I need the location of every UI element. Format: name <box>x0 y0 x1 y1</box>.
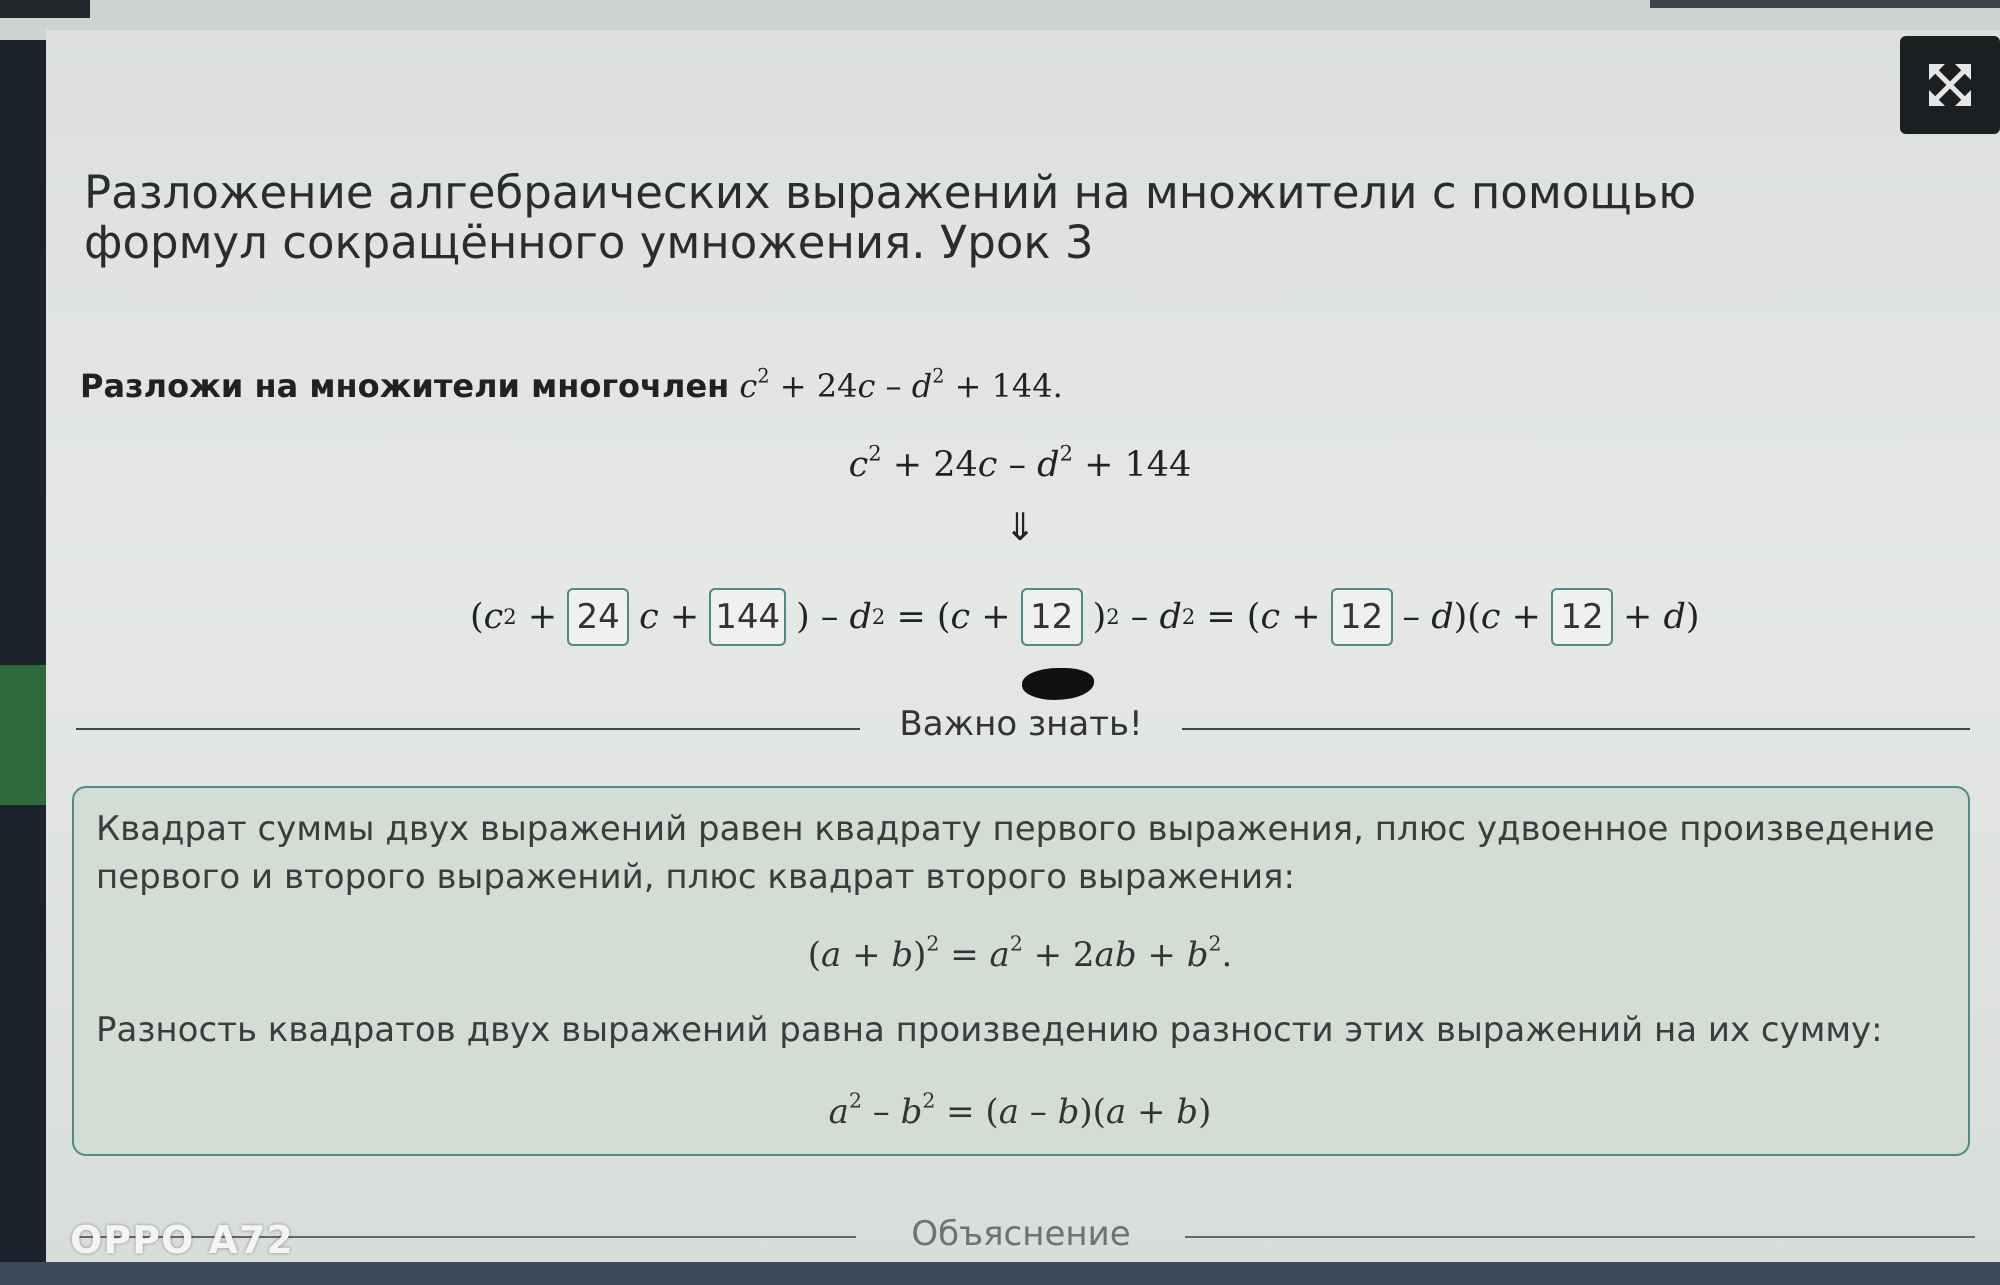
expand-icon <box>1925 60 1975 110</box>
section-divider-left <box>76 728 860 730</box>
task-prompt-text: Разложи на множители многочлен <box>80 367 730 405</box>
answer-box-1[interactable]: 24 <box>567 588 629 646</box>
bottom-strip <box>0 1262 2000 1285</box>
left-sidebar-green-marker <box>0 665 46 805</box>
answer-box-5[interactable]: 12 <box>1551 588 1613 646</box>
answer-box-3[interactable]: 12 <box>1021 588 1083 646</box>
explanation-divider-right <box>1185 1236 1975 1238</box>
task-polynomial: $c^2 + 24c - d^2 + 144$. <box>739 364 1063 405</box>
answer-line: ( c 2 + 24 c + 144 ) – d 2 = ( c + 12 ) 2 – d 2 = ( c + 12 – d )( c + 12 + d ) <box>470 588 1700 646</box>
section-divider-right <box>1182 728 1970 730</box>
explanation-heading[interactable]: Объяснение <box>911 1214 1131 1254</box>
square-of-sum-formula: $(a + b)^2 = a^2 + 2ab + b^2$. <box>807 931 1233 975</box>
task-prompt <box>80 364 1063 405</box>
important-heading: Важно знать! <box>899 704 1143 744</box>
camera-watermark: OPPO A72 <box>70 1218 294 1262</box>
fullscreen-button[interactable] <box>1900 36 2000 134</box>
expression-line: $c^2 + 24c - d^2 + 144$ <box>848 441 1192 485</box>
square-of-sum-rule: Квадрат суммы двух выражений равен квадрату первого выражения, плюс удвоенное произведение первого и второго выражений, плюс квадрат второго выражения: <box>96 809 1935 897</box>
page-title: Разложение алгебраических выражений на множители с помощью формул сокращённого умножения. Урок 3 <box>84 166 1697 269</box>
difference-of-squares-formula: $a^2 - b^2 = (a - b)(a + b)$ <box>828 1088 1212 1132</box>
answer-box-2[interactable]: 144 <box>709 588 786 646</box>
photo-frame-top-right <box>1650 0 2000 8</box>
answer-box-4[interactable]: 12 <box>1331 588 1393 646</box>
down-arrow-icon: ⇓ <box>1004 505 1036 549</box>
difference-of-squares-rule: Разность квадратов двух выражений равна произведению разности этих выражений на их сумму: <box>96 1010 1883 1050</box>
photo-frame-top-left <box>0 0 90 18</box>
